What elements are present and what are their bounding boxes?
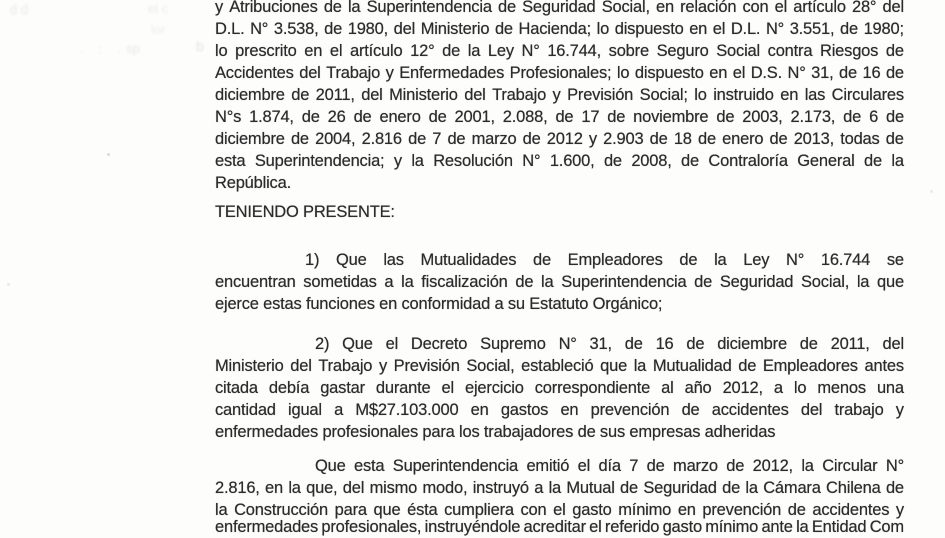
- text-line: 1) Que las Mutualidades de Empleadores de la Ley N° 16.744 se: [305, 251, 904, 269]
- text-line: 2.816, en la que, del mismo modo, instruyó a la Mutual de Seguridad de la Cámara Chilena de: [215, 479, 904, 497]
- text-line: enfermedades profesionales, instruyéndole acreditar el referido gasto mínimo ante la Entidad Com: [215, 518, 904, 536]
- text-line: Ministerio del Trabajo y Previsión Social, estableció que la Mutualidad de Empleadores antes: [215, 357, 904, 375]
- text-line: y Atribuciones de la Superintendencia de Seguridad Social, en relación con el artículo 28° del: [215, 0, 904, 16]
- scan-smudge: el c: [148, 1, 169, 16]
- text-line: diciembre de 2011, del Ministerio del Trabajo y Previsión Social; lo instruido en las Circulares: [215, 86, 904, 104]
- text-line: D.L. N° 3.538, de 1980, del Ministerio de Hacienda; lo dispuesto en el D.L. N° 3.551, de 1980;: [215, 20, 904, 38]
- section-heading: TENIENDO PRESENTE:: [215, 203, 395, 221]
- text-line: enfermedades profesionales para los trabajadores de sus empresas adheridas: [215, 423, 776, 441]
- paragraph-item-2: [215, 333, 904, 443]
- scan-smudge: sp: [126, 41, 140, 56]
- text-line: encuentran sometidas a la fiscalización de la Superintendencia de Seguridad Social, la que: [215, 273, 904, 291]
- text-line: lo prescrito en el artículo 12° de la Ley N° 16.744, sobre Seguro Social contra Riesgos de: [215, 42, 904, 60]
- paragraph-legal-basis: [215, 0, 904, 194]
- scan-speck: [7, 283, 10, 286]
- scan-smudge: . : .: [80, 42, 127, 56]
- text-line: citada debía gastar durante el ejercicio correspondiente al año 2012, a lo menos una: [215, 379, 904, 397]
- text-line: República.: [215, 174, 291, 192]
- text-line: 2) Que el Decreto Supremo N° 31, de 16 de diciembre de 2011, del: [315, 335, 904, 353]
- scan-smudge: lor: [151, 22, 166, 37]
- document-text: [215, 0, 904, 538]
- text-line: Accidentes del Trabajo y Enfermedades Profesionales; lo dispuesto en el D.S. N° 31, de 16 de: [215, 64, 904, 82]
- text-line: ejerce estas funciones en conformidad a su Estatuto Orgánico;: [215, 295, 663, 313]
- text-line: cantidad igual a M$27.103.000 en gastos en prevención de accidentes del trabajo y: [215, 401, 904, 419]
- text-line: esta Superintendencia; y la Resolución N° 1.600, de 2008, de Contraloría General de la: [215, 152, 904, 170]
- text-line: N°s 1.874, de 26 de enero de 2001, 2.088, de 17 de noviembre de 2003, 2.173, de 6 de: [215, 108, 904, 126]
- paragraph-item-1: [215, 249, 904, 315]
- scan-speck: [930, 190, 933, 193]
- paragraph-circular-2816: [215, 455, 904, 538]
- text-line: diciembre de 2004, 2.816 de 7 de marzo de 2012 y 2.903 de 18 de enero de 2013, todas de: [215, 130, 904, 148]
- text-line: Que esta Superintendencia emitió el día 7 de marzo de 2012, la Circular N°: [315, 457, 904, 475]
- scan-speck: [107, 153, 110, 156]
- text-line: la Construcción para que ésta cumpliera con el gasto mínimo en prevención de accidentes y: [215, 501, 904, 519]
- scan-smudge: d d: [10, 1, 29, 18]
- scan-smudge: b: [196, 38, 204, 54]
